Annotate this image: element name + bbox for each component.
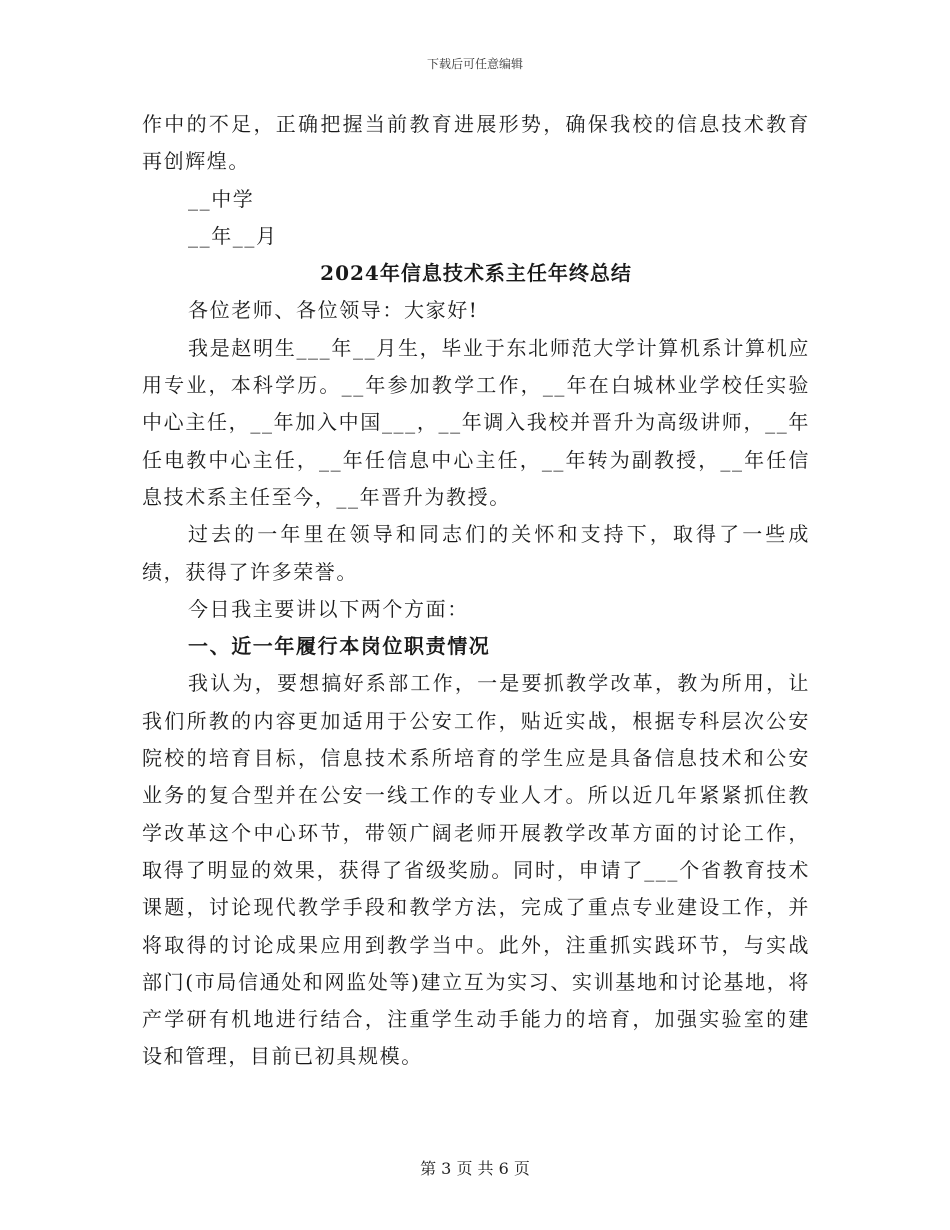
greeting: 各位老师、各位领导：大家好! <box>188 298 479 323</box>
paragraph-achievements: 过去的一年里在领导和同志们的关怀和支持下，取得了一些成绩，获得了许多荣誉。 <box>142 522 810 584</box>
section-heading: 一、近一年履行本岗位职责情况 <box>188 634 491 659</box>
page-number: 第 3 页 共 6 页 <box>420 1159 530 1178</box>
paragraph-outline: 今日我主要讲以下两个方面： <box>188 596 469 621</box>
signature-date: __年__月 <box>188 223 278 248</box>
document-body <box>142 106 810 1076</box>
paragraph-teaching-reform: 我认为，要想搞好系部工作，一是要抓教学改革，教为所用，让我们所教的内容更加适用于公安工作，贴近实战，根据专科层次公安院校的培育目标，信息技术系所培育的学生应是具备信息技术和公安业务的复合型并在公安一线工作的专业人才。所以近几年紧紧抓住教学改革这个中心环节，带领广阔老师开展教学改革方面的讨论工作，取得了明显的效果，获得了省级奖励。同时，申请了___个省教育技术课题，讨论现代教学手段和教学方法，完成了重点专业建设工作，并将取得的讨论成果应用到教学当中。此外，注重抓实践环节，与实战部门(市局信通处和网监处等)建立互为实习、实训基地和讨论基地，将产学研有机地进行结合，注重学生动手能力的培育，加强实验室的建设和管理，目前已初具规模。 <box>142 671 810 1069</box>
paragraph-continuation: 作中的不足，正确把握当前教育进展形势，确保我校的信息技术教育再创辉煌。 <box>142 112 810 174</box>
page-header-note: 下载后可任意编辑 <box>426 57 523 71</box>
document-title: 2024年信息技术系主任年终总结 <box>320 261 632 286</box>
paragraph-introduction: 我是赵明生___年__月生，毕业于东北师范大学计算机系计算机应用专业，本科学历。__年参加教学工作，__年在白城林业学校任实验中心主任，__年加入中国___，__年调入我校并晋升为高级讲师，__年任电教中心主任，__年任信息中心主任，__年转为副教授，__年任信息技术系主任至今，__年晋升为教授。 <box>142 335 810 509</box>
signature-school: __中学 <box>188 186 255 211</box>
